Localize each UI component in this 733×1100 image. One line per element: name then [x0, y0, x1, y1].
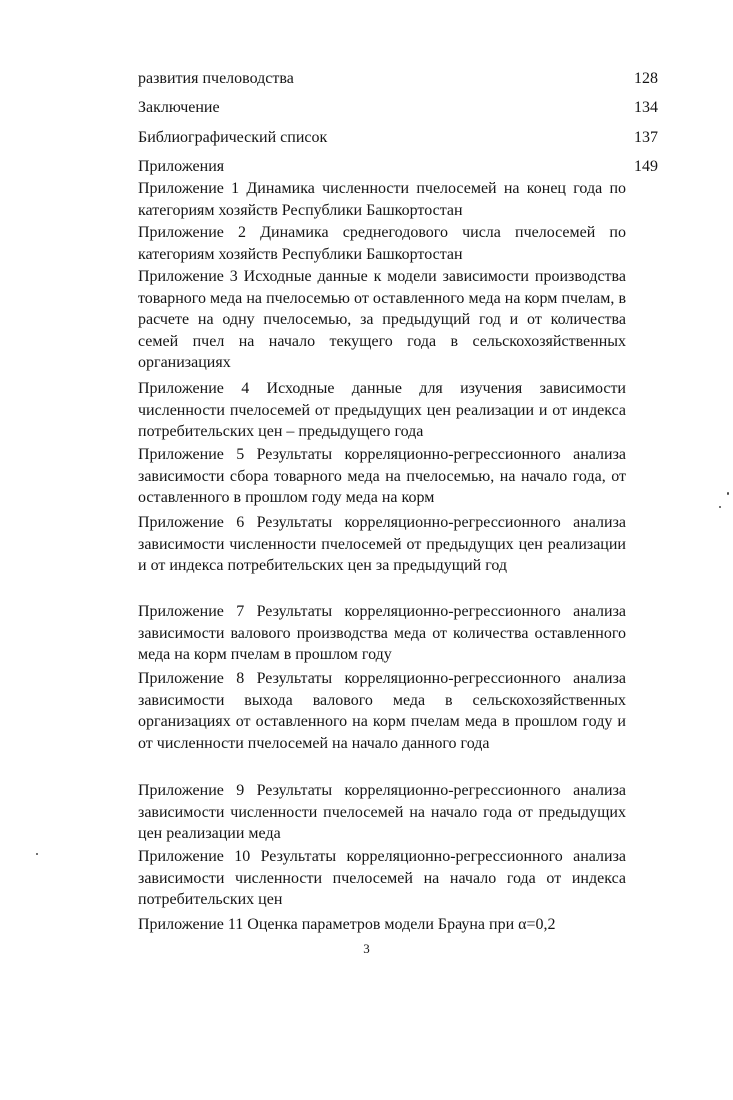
scan-speck	[36, 853, 38, 855]
appendix-4-entry: Приложение 4 Исходные данные для изучения зависимости численности пчелосемей от предыдущих цен реализации и от индекса потребительских цен – предыдущего года	[138, 380, 626, 441]
toc-entry-page: 137	[634, 129, 658, 146]
appendix-6-entry: Приложение 6 Результаты корреляционно-регрессионного анализа зависимости численности пчелосемей от предыдущих цен реализации и от индекса потребительских цен за предыдущий год	[138, 514, 626, 575]
appendix-3-entry: Приложение 3 Исходные данные к модели зависимости производства товарного меда на пчелосемью от оставленного меда на корм пчелам, в расчете на одну пчелосемью, за предыдущий год и от количества семей пчел на начало текущего года в сельскохозяйственных организациях	[138, 268, 626, 372]
appendix-8-entry: Приложение 8 Результаты корреляционно-регрессионного анализа зависимости выхода валового меда в сельскохозяйственных организациях от оставленного на корм пчелам меда в прошлом году и от численности пчелосемей на начало данного года	[138, 670, 626, 752]
appendix-10-entry: Приложение 10 Результаты корреляционно-регрессионного анализа зависимости численности пчелосемей на начало года от индекса потребительских цен	[138, 848, 626, 909]
page-number: 3	[363, 941, 370, 956]
appendix-5-entry: Приложение 5 Результаты корреляционно-регрессионного анализа зависимости сбора товарного меда на пчелосемью, на начало года, от оставленного в прошлом году меда на корм	[138, 446, 626, 507]
appendix-2-entry: Приложение 2 Динамика среднегодового числа пчелосемей по категориям хозяйств Республики Башкортостан	[138, 224, 626, 263]
toc-entry-title: Заключение	[138, 99, 220, 116]
scan-speck	[727, 492, 729, 495]
toc-entry-page: 134	[634, 99, 658, 116]
appendix-11-entry: Приложение 11 Оценка параметров модели Брауна при α=0,2	[138, 916, 556, 933]
toc-entry-bibliography	[138, 127, 658, 149]
appendix-1-entry: Приложение 1 Динамика численности пчелосемей на конец года по категориям хозяйств Республики Башкортостан	[138, 180, 626, 219]
toc-entry-title: Библиографический список	[138, 129, 328, 146]
scan-speck	[719, 506, 721, 508]
toc-entry-title: развития пчеловодства	[138, 70, 294, 87]
appendix-9-entry: Приложение 9 Результаты корреляционно-регрессионного анализа зависимости численности пчелосемей на начало года от предыдущих цен реализации меда	[138, 782, 626, 843]
appendix-7-entry: Приложение 7 Результаты корреляционно-регрессионного анализа зависимости валового производства меда от количества оставленного меда на корм пчелам в прошлом году	[138, 603, 626, 664]
toc-entry-conclusion	[138, 97, 658, 119]
toc-entry-appendices	[138, 156, 658, 178]
toc-entry-page: 149	[634, 158, 658, 175]
toc-entry-page: 128	[634, 70, 658, 87]
toc-entry-title: Приложения	[138, 158, 225, 175]
toc-entry-development	[138, 68, 658, 90]
